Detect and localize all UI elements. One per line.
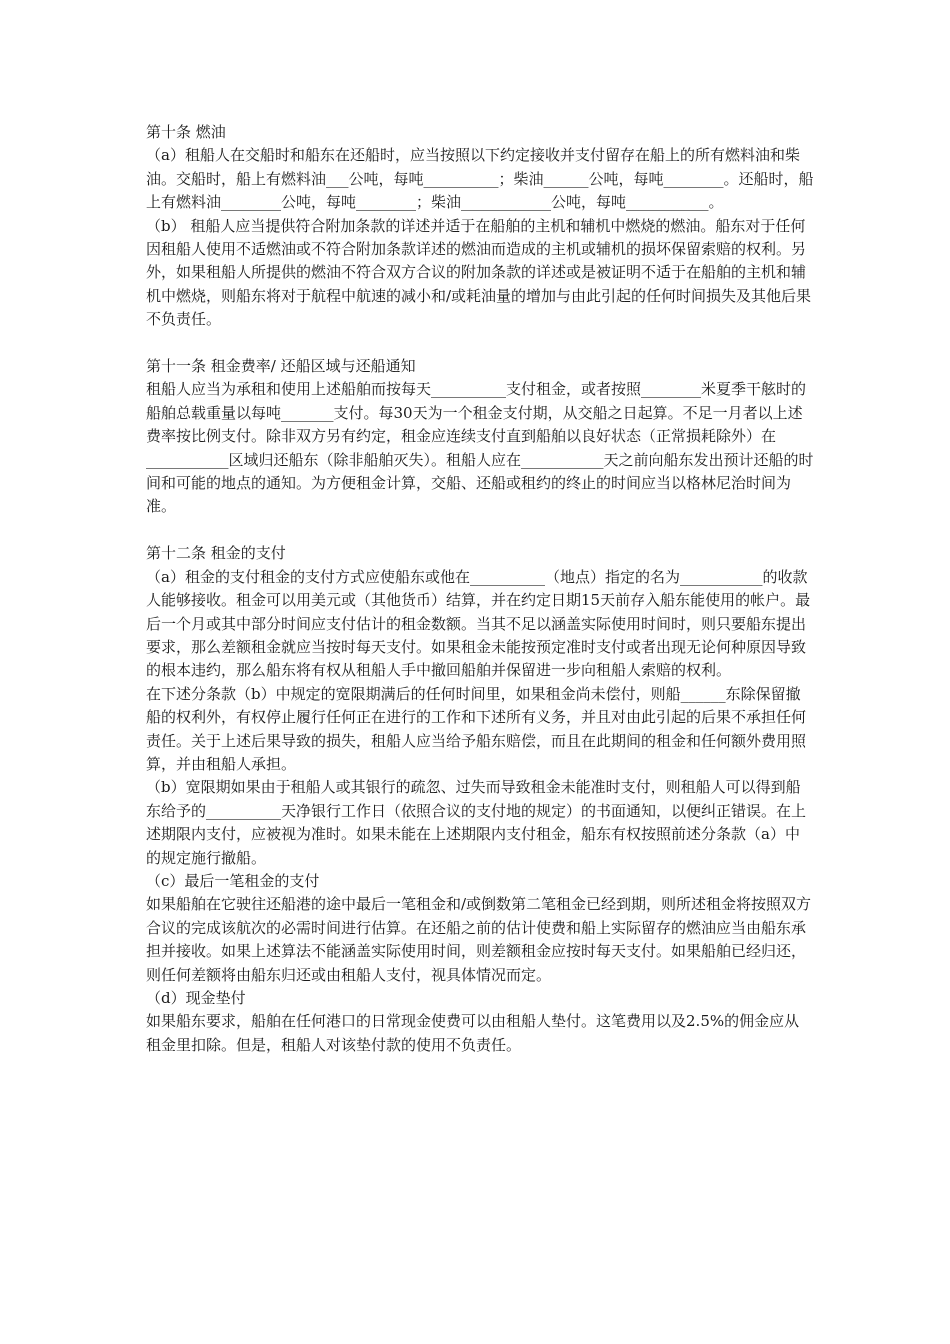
- section-heading: 第十一条 租金费率/ 还船区域与还船通知: [146, 357, 416, 376]
- paragraph: 如果船东要求，船舶在任何港口的日常现金使费可以由租船人垫付。这笔费用以及2.5%的佣金应从租金里扣除。但是，租船人对该垫付款的使用不负责任。: [146, 1012, 800, 1054]
- paragraph: 如果船舶在它驶往还船港的途中最后一笔租金和/或倒数第二笔租金已经到期，则所述租金将按照双方合议的完成该航次的必需时间进行估算。在还船之前的估计使费和船上实际留存的燃油应当由船东承担并接收。如果上述算法不能涵盖实际使用时间，则差额租金应按时每天支付。如果船舶已经归还，则任何差额将由船东归还或由租船人支付，视具体情况而定。: [146, 895, 812, 984]
- subheading: （c）最后一笔租金的支付: [146, 871, 320, 890]
- paragraph: （b）宽限期如果由于租船人或其银行的疏忽、过失而导致租金未能准时支付，则租船人可以得到船东给予的__________天净银行工作日（依照合议的支付地的规定）的书面通知，以便纠正错误。在上述期限内支付，应被视为准时。如果未能在上述期限内支付租金，船东有权按照前述分条款（a）中的规定施行撤船。: [146, 778, 807, 867]
- paragraph: （a）租金的支付租金的支付方式应使船东或他在__________（地点）指定的名为___________的收款人能够接收。租金可以用美元或（其他货币）结算，并在约定日期15天前存入船东能使用的帐户。最后一个月或其中部分时间应支付估计的租金数额。当其不足以涵盖实际使用时间时，则只要船东提出要求，那么差额租金就应当按时每天支付。如果租金未能按预定准时支付或者出现无论何种原因导致的根本违约，那么船东将有权从租船人手中撤回船舶并保留进一步向租船人索赔的权利。: [146, 567, 811, 680]
- paragraph: （a）租船人在交船时和船东在还船时，应当按照以下约定接收并支付留存在船上的所有燃料油和柴油。交船时，船上有燃料油___公吨，每吨__________；柴油______公吨，每吨________。还船时，船上有燃料油________公吨，每吨________；柴油____________公吨，每吨___________。: [146, 146, 814, 212]
- document-page: [146, 121, 814, 1057]
- subheading: （d）现金垫付: [146, 989, 246, 1007]
- paragraph: （b） 租船人应当提供符合附加条款的详述并适于在船舶的主机和辅机中燃烧的燃油。船东对于任何因租船人使用不适燃油或不符合附加条款详述的燃油而造成的主机或辅机的损坏保留索赔的权利。另外，如果租船人所提供的燃油不符合双方合议的附加条款的详述或是被证明不适于在船舶的主机和辅机中燃烧，则船东将对于航程中航速的减小和/或耗油量的增加与由此引起的任何时间损失及其他后果不负责任。: [146, 216, 812, 329]
- section-article-10: [146, 121, 814, 332]
- paragraph: 租船人应当为承租和使用上述船舶而按每天__________支付租金，或者按照________米夏季干舷时的船舶总载重量以每吨_______支付。每30天为一个租金支付期，从交船之日起算。不足一月者以上述费率按比例支付。除非双方另有约定，租金应连续支付直到船舶以良好状态（正常损耗除外）在___________区域归还船东（除非船舶灭失）。租船人应在___________天之前向船东发出预计还船的时间和可能的地点的通知。为方便租金计算，交船、还船或租约的终止的时间应当以格林尼治时间为准。: [146, 380, 814, 516]
- section-article-11: [146, 355, 814, 519]
- section-article-12: [146, 542, 814, 1057]
- section-heading: 第十条 燃油: [146, 123, 226, 141]
- paragraph: 在下述分条款（b）中规定的宽限期满后的任何时间里，如果租金尚未偿付，则船______东除保留撤船的权利外，有权停止履行任何正在进行的工作和下述所有义务，并且对由此引起的后果不承担任何责任。关于上述后果导致的损失，租船人应当给予船东赔偿，而且在此期间的租金和任何额外费用照算，并由租船人承担。: [146, 684, 807, 773]
- section-heading: 第十二条 租金的支付: [146, 544, 286, 563]
